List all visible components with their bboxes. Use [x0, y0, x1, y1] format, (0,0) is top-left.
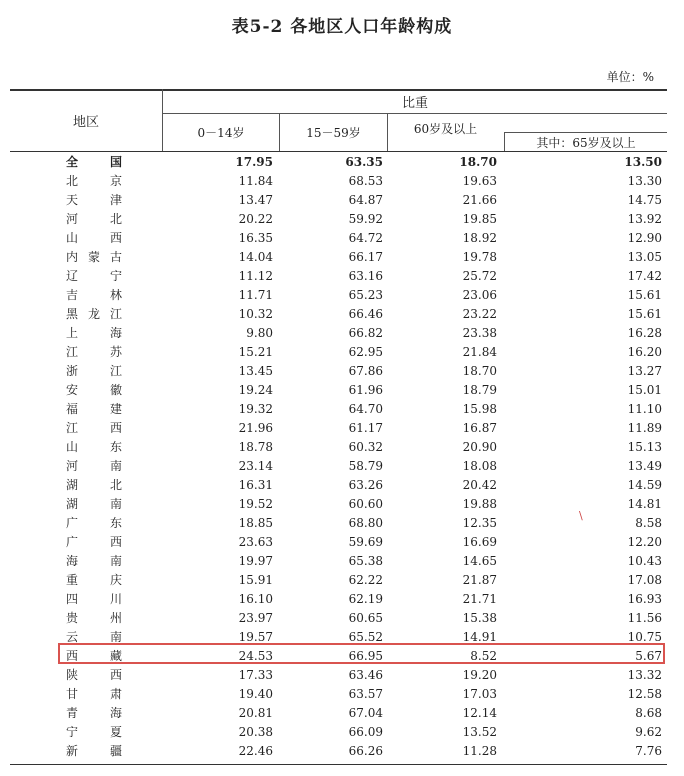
value-60-plus: 8.52 [470, 649, 497, 663]
table-row [10, 685, 667, 704]
value-65-plus: 17.42 [627, 269, 662, 283]
value-15-59: 60.60 [348, 497, 383, 511]
value-60-plus: 23.06 [462, 288, 497, 302]
value-65-plus: 8.68 [635, 706, 662, 720]
value-60-plus: 19.78 [462, 250, 497, 264]
value-0-14: 24.53 [238, 649, 273, 663]
value-15-59: 66.17 [348, 250, 383, 264]
region-name: 江 西 [66, 421, 122, 435]
region-name: 山 东 [66, 440, 122, 454]
value-60-plus: 19.20 [462, 668, 497, 682]
value-60-plus: 14.65 [462, 554, 497, 568]
table-header [10, 89, 667, 151]
table-row [10, 229, 667, 248]
value-15-59: 61.17 [348, 421, 383, 435]
table-row [10, 172, 667, 191]
value-65-plus: 10.43 [627, 554, 662, 568]
region-name: 天 津 [66, 193, 122, 207]
value-15-59: 63.26 [348, 478, 383, 492]
header-rule [10, 151, 667, 152]
value-65-plus: 13.49 [627, 459, 662, 473]
value-65-plus: 13.05 [627, 250, 662, 264]
value-0-14: 11.71 [238, 288, 273, 302]
value-65-plus: 13.50 [624, 155, 662, 169]
value-0-14: 17.33 [238, 668, 273, 682]
table-row [10, 210, 667, 229]
value-60-plus: 25.72 [462, 269, 497, 283]
value-65-plus: 14.59 [627, 478, 662, 492]
value-0-14: 19.57 [238, 630, 273, 644]
region-name: 福 建 [66, 402, 122, 416]
value-0-14: 11.84 [238, 174, 273, 188]
value-60-plus: 21.84 [462, 345, 497, 359]
region-name: 广 东 [66, 516, 122, 530]
header-group: 比重 [163, 89, 667, 114]
value-65-plus: 12.58 [627, 687, 662, 701]
table-row [10, 191, 667, 210]
value-0-14: 21.96 [238, 421, 273, 435]
value-65-plus: 13.92 [627, 212, 662, 226]
region-name: 贵 州 [66, 611, 122, 625]
value-0-14: 19.97 [238, 554, 273, 568]
value-15-59: 68.80 [348, 516, 383, 530]
value-0-14: 18.85 [238, 516, 273, 530]
region-name: 甘 肃 [66, 687, 122, 701]
table-row [10, 723, 667, 742]
region-name: 西 藏 [66, 649, 122, 663]
value-15-59: 65.38 [348, 554, 383, 568]
value-0-14: 20.22 [238, 212, 273, 226]
value-60-plus: 11.28 [462, 744, 497, 758]
table-row [10, 590, 667, 609]
value-0-14: 22.46 [238, 744, 273, 758]
value-60-plus: 16.69 [462, 535, 497, 549]
value-15-59: 63.35 [345, 155, 383, 169]
value-60-plus: 12.35 [462, 516, 497, 530]
value-0-14: 15.91 [238, 573, 273, 587]
table-row [10, 457, 667, 476]
value-15-59: 64.70 [348, 402, 383, 416]
value-0-14: 13.45 [238, 364, 273, 378]
table-row [10, 267, 667, 286]
value-65-plus: 12.20 [627, 535, 662, 549]
value-0-14: 23.14 [238, 459, 273, 473]
value-15-59: 66.46 [348, 307, 383, 321]
header-area: 地区 [10, 89, 163, 151]
value-65-plus: 15.01 [627, 383, 662, 397]
value-65-plus: 14.81 [627, 497, 662, 511]
value-15-59: 62.19 [348, 592, 383, 606]
value-60-plus: 19.63 [462, 174, 497, 188]
table-row [10, 343, 667, 362]
value-15-59: 61.96 [348, 383, 383, 397]
value-65-plus: 5.67 [635, 649, 662, 663]
value-15-59: 66.26 [348, 744, 383, 758]
region-name: 上 海 [66, 326, 122, 340]
value-15-59: 68.53 [348, 174, 383, 188]
value-60-plus: 19.88 [462, 497, 497, 511]
value-15-59: 62.22 [348, 573, 383, 587]
table-row [10, 704, 667, 723]
value-65-plus: 12.90 [627, 231, 662, 245]
table-row [10, 666, 667, 685]
value-60-plus: 14.91 [462, 630, 497, 644]
value-65-plus: 16.20 [627, 345, 662, 359]
region-name: 北 京 [66, 174, 122, 188]
value-65-plus: 13.30 [627, 174, 662, 188]
value-0-14: 9.80 [246, 326, 273, 340]
value-0-14: 20.81 [238, 706, 273, 720]
value-0-14: 10.32 [238, 307, 273, 321]
value-60-plus: 18.92 [462, 231, 497, 245]
value-0-14: 13.47 [238, 193, 273, 207]
value-60-plus: 23.22 [462, 307, 497, 321]
table-row [10, 248, 667, 267]
region-name: 江 苏 [66, 345, 122, 359]
value-15-59: 63.16 [348, 269, 383, 283]
header-col-65-plus: 其中：65岁及以上 [504, 132, 667, 152]
value-60-plus: 17.03 [462, 687, 497, 701]
value-15-59: 58.79 [348, 459, 383, 473]
value-0-14: 16.31 [238, 478, 273, 492]
value-0-14: 23.97 [238, 611, 273, 625]
value-60-plus: 20.42 [462, 478, 497, 492]
table-row [10, 552, 667, 571]
value-15-59: 67.04 [348, 706, 383, 720]
table-row [10, 419, 667, 438]
value-65-plus: 7.76 [635, 744, 662, 758]
header-col-60-plus: 60岁及以上 [413, 122, 478, 136]
value-15-59: 66.09 [348, 725, 383, 739]
value-65-plus: 11.10 [627, 402, 662, 416]
value-15-59: 59.92 [348, 212, 383, 226]
value-0-14: 19.40 [238, 687, 273, 701]
value-15-59: 65.52 [348, 630, 383, 644]
table-row [10, 495, 667, 514]
region-name: 青 海 [66, 706, 122, 720]
value-65-plus: 11.56 [627, 611, 662, 625]
value-0-14: 15.21 [238, 345, 273, 359]
region-name: 浙 江 [66, 364, 122, 378]
value-0-14: 19.52 [238, 497, 273, 511]
value-0-14: 14.04 [238, 250, 273, 264]
table-row [10, 324, 667, 343]
table-row [10, 286, 667, 305]
value-60-plus: 12.14 [462, 706, 497, 720]
region-name: 四 川 [66, 592, 122, 606]
value-15-59: 65.23 [348, 288, 383, 302]
value-15-59: 60.32 [348, 440, 383, 454]
unit-label: 单位：% [606, 70, 654, 84]
table-row [10, 381, 667, 400]
value-60-plus: 18.70 [462, 364, 497, 378]
value-65-plus: 8.58 [635, 516, 662, 530]
value-65-plus: 17.08 [627, 573, 662, 587]
value-65-plus: 13.32 [627, 668, 662, 682]
value-15-59: 63.57 [348, 687, 383, 701]
value-0-14: 16.10 [238, 592, 273, 606]
value-60-plus: 15.98 [462, 402, 497, 416]
value-15-59: 64.72 [348, 231, 383, 245]
table-row [10, 153, 667, 172]
region-name: 宁 夏 [66, 725, 122, 739]
value-60-plus: 21.66 [462, 193, 497, 207]
region-name: 广 西 [66, 535, 122, 549]
value-15-59: 66.95 [348, 649, 383, 663]
region-name: 陕 西 [66, 668, 122, 682]
table-row [10, 742, 667, 761]
value-15-59: 60.65 [348, 611, 383, 625]
value-65-plus: 9.62 [635, 725, 662, 739]
region-name: 安 徽 [66, 383, 122, 397]
value-15-59: 64.87 [348, 193, 383, 207]
table-row [10, 438, 667, 457]
table-row [10, 305, 667, 324]
region-name: 湖 南 [66, 497, 122, 511]
value-0-14: 17.95 [235, 155, 273, 169]
value-15-59: 63.46 [348, 668, 383, 682]
value-60-plus: 21.71 [462, 592, 497, 606]
table-row [10, 571, 667, 590]
value-65-plus: 15.61 [627, 307, 662, 321]
region-name: 新 疆 [66, 744, 122, 758]
value-65-plus: 10.75 [627, 630, 662, 644]
value-60-plus: 13.52 [462, 725, 497, 739]
highlight-box-xizang [58, 643, 665, 664]
region-name: 辽 宁 [66, 269, 122, 283]
region-name: 全 国 [66, 155, 122, 169]
table-row [10, 514, 667, 533]
value-60-plus: 16.87 [462, 421, 497, 435]
value-60-plus: 23.38 [462, 326, 497, 340]
region-name: 山 西 [66, 231, 122, 245]
value-60-plus: 18.70 [459, 155, 497, 169]
value-60-plus: 18.08 [462, 459, 497, 473]
value-60-plus: 19.85 [462, 212, 497, 226]
value-60-plus: 18.79 [462, 383, 497, 397]
value-60-plus: 15.38 [462, 611, 497, 625]
value-65-plus: 16.28 [627, 326, 662, 340]
table-row [10, 476, 667, 495]
bottom-rule [10, 764, 667, 765]
value-65-plus: 15.61 [627, 288, 662, 302]
stray-mark: \ [579, 509, 583, 522]
value-65-plus: 16.93 [627, 592, 662, 606]
value-0-14: 16.35 [238, 231, 273, 245]
table-title: 表5-2 各地区人口年龄构成 [231, 17, 453, 37]
value-0-14: 11.12 [238, 269, 273, 283]
table-body [10, 153, 667, 761]
value-65-plus: 13.27 [627, 364, 662, 378]
region-name: 黑龙江 [66, 307, 122, 321]
value-15-59: 62.95 [348, 345, 383, 359]
header-col-15-59: 15－59岁 [280, 114, 388, 151]
value-0-14: 19.32 [238, 402, 273, 416]
table-row [10, 400, 667, 419]
value-60-plus: 20.90 [462, 440, 497, 454]
value-0-14: 18.78 [238, 440, 273, 454]
table-row [10, 609, 667, 628]
table-row [10, 533, 667, 552]
region-name: 河 北 [66, 212, 122, 226]
region-name: 湖 北 [66, 478, 122, 492]
value-65-plus: 15.13 [627, 440, 662, 454]
region-name: 内蒙古 [66, 250, 122, 264]
value-15-59: 67.86 [348, 364, 383, 378]
value-15-59: 66.82 [348, 326, 383, 340]
region-name: 云 南 [66, 630, 122, 644]
region-name: 海 南 [66, 554, 122, 568]
header-col-0-14: 0－14岁 [163, 114, 280, 151]
region-name: 重 庆 [66, 573, 122, 587]
table-row [10, 362, 667, 381]
value-65-plus: 11.89 [627, 421, 662, 435]
value-0-14: 20.38 [238, 725, 273, 739]
value-15-59: 59.69 [348, 535, 383, 549]
value-0-14: 19.24 [238, 383, 273, 397]
value-60-plus: 21.87 [462, 573, 497, 587]
region-name: 河 南 [66, 459, 122, 473]
region-name: 吉 林 [66, 288, 122, 302]
value-65-plus: 14.75 [627, 193, 662, 207]
value-0-14: 23.63 [238, 535, 273, 549]
